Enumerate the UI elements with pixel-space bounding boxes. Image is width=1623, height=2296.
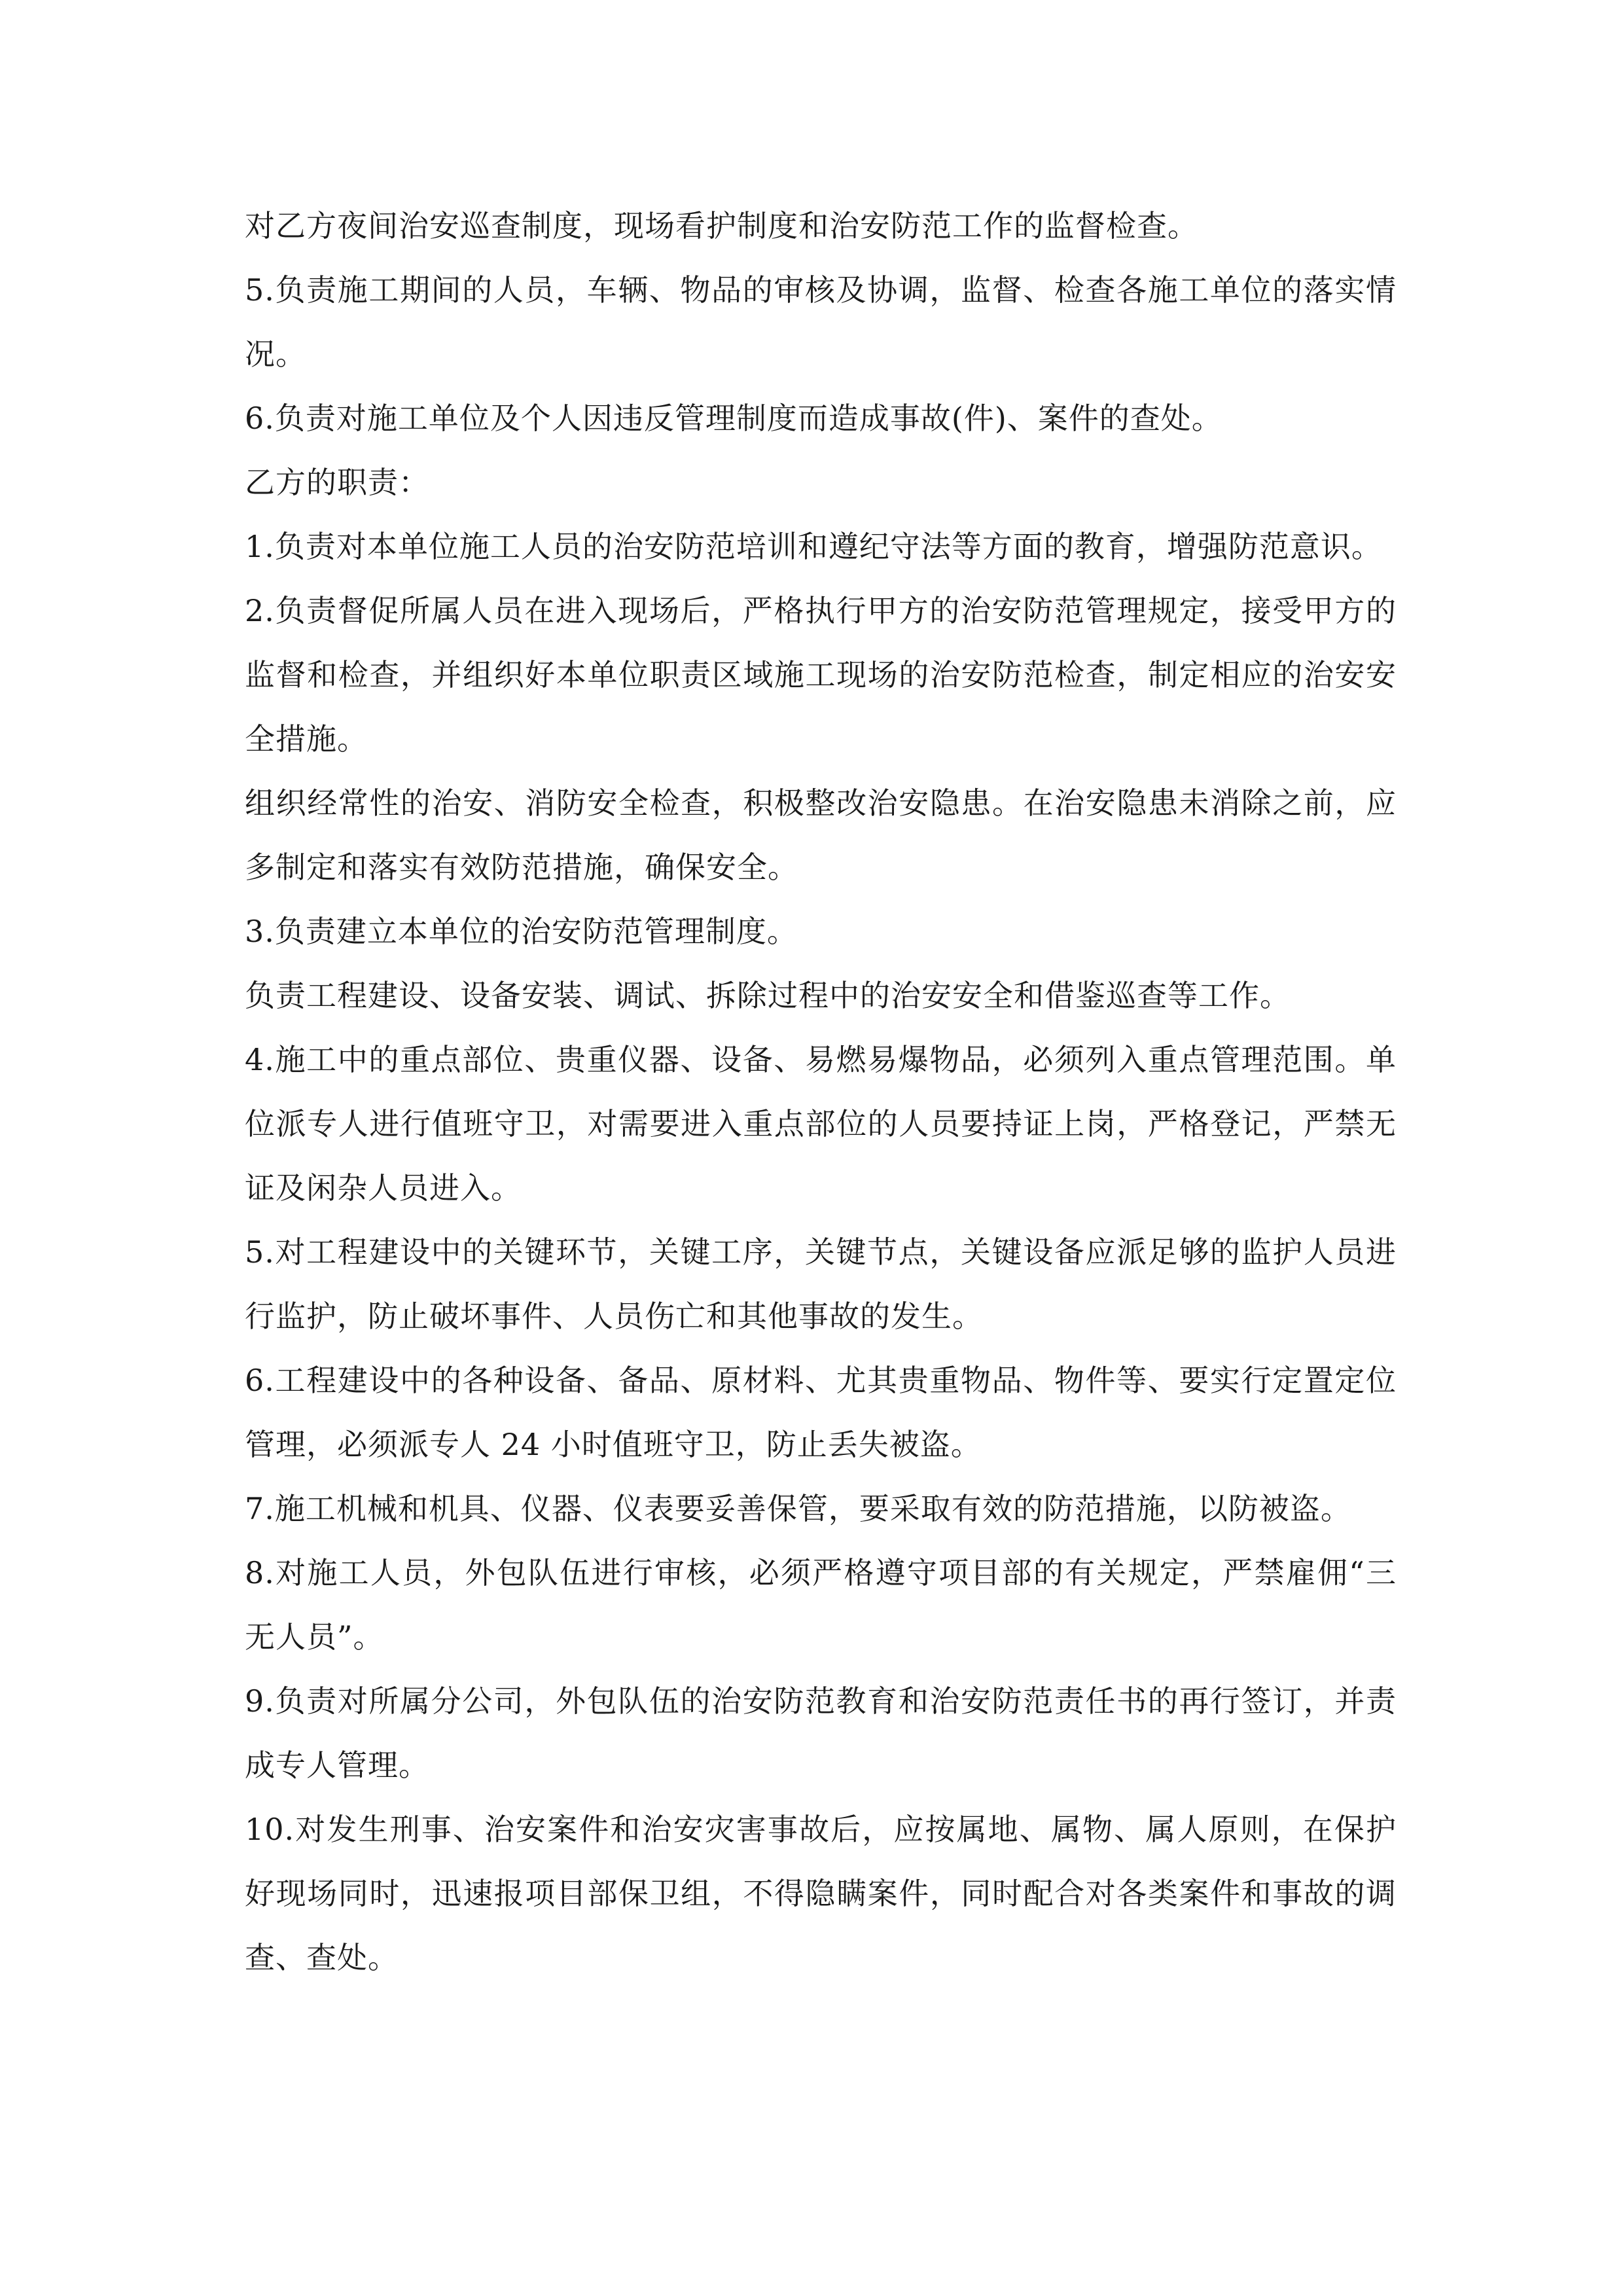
paragraph-party-b-item-6: 6.工程建设中的各种设备、备品、原材料、尤其贵重物品、物件等、要实行定置定位管理，必须派专人 24 小时值班守卫，防止丢失被盗。 (245, 1363, 1397, 1462)
heading-party-b-duties: 乙方的职责： (245, 465, 429, 500)
paragraph-party-b-item-2: 2.负责督促所属人员在进入现场后，严格执行甲方的治安防范管理规定，接受甲方的监督和检查，并组织好本单位职责区域施工现场的治安防范检查，制定相应的治安安全措施。 (245, 593, 1397, 757)
paragraph-party-a-item-6: 6.负责对施工单位及个人因违反管理制度而造成事故(件)、案件的查处。 (245, 401, 1222, 436)
paragraph-party-b-item-10: 10.对发生刑事、治安案件和治安灾害事故后，应按属地、属物、属人原则，在保护好现场同时，迅速报项目部保卫组，不得隐瞒案件，同时配合对各类案件和事故的调查、查处。 (245, 1812, 1397, 1975)
paragraph-party-b-item-5: 5.对工程建设中的关键环节，关键工序，关键节点，关键设备应派足够的监护人员进行监护，防止破坏事件、人员伤亡和其他事故的发生。 (245, 1234, 1397, 1334)
paragraph-intro-inspection: 对乙方夜间治安巡查制度，现场看护制度和治安防范工作的监督检查。 (245, 208, 1198, 243)
paragraph-party-b-item-3: 3.负责建立本单位的治安防范管理制度。 (245, 914, 798, 949)
paragraph-party-b-item-1: 1.负责对本单位施工人员的治安防范培训和遵纪守法等方面的教育，增强防范意识。 (245, 529, 1382, 564)
paragraph-party-b-item-4: 4.施工中的重点部位、贵重仪器、设备、易燃易爆物品，必须列入重点管理范围。单位派专人进行值班守卫，对需要进入重点部位的人员要持证上岗，严格登记，严禁无证及闲杂人员进入。 (245, 1042, 1397, 1206)
paragraph-party-b-item-7: 7.施工机械和机具、仪器、仪表要妥善保管，要采取有效的防范措施，以防被盗。 (245, 1491, 1351, 1526)
paragraph-party-a-item-5: 5.负责施工期间的人员，车辆、物品的审核及协调，监督、检查各施工单位的落实情况。 (245, 272, 1397, 372)
paragraph-party-b-item-8: 8.对施工人员，外包队伍进行审核，必须严格遵守项目部的有关规定，严禁雇佣“三无人员”。 (245, 1555, 1397, 1655)
paragraph-party-b-item-9: 9.负责对所属分公司，外包队伍的治安防范教育和治安防范责任书的再行签订，并责成专人管理。 (245, 1683, 1397, 1783)
paragraph-safety-inspection: 组织经常性的治安、消防安全检查，积极整改治安隐患。在治安隐患未消除之前，应多制定和落实有效防范措施，确保安全。 (245, 785, 1397, 885)
paragraph-construction-security: 负责工程建设、设备安装、调试、拆除过程中的治安安全和借鉴巡查等工作。 (245, 978, 1291, 1013)
document-body (245, 194, 1397, 1990)
